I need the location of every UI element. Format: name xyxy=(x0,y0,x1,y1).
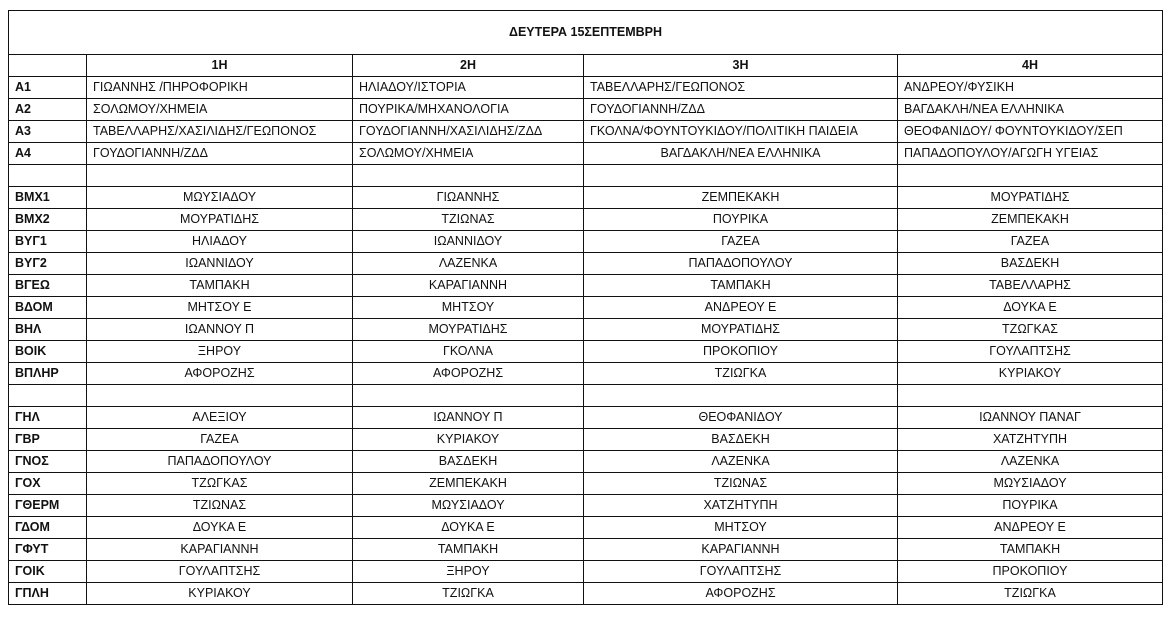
schedule-cell: ΒΑΣΔΕΚΗ xyxy=(353,451,584,473)
empty-cell xyxy=(87,385,353,407)
table-row xyxy=(9,429,1163,451)
schedule-cell: ΖΕΜΠΕΚΑΚΗ xyxy=(584,187,898,209)
table-row xyxy=(9,583,1163,605)
class-code-cell: ΓΦΥΤ xyxy=(9,539,87,561)
schedule-title: ΔΕΥΤΕΡΑ 15ΣΕΠΤΕΜΒΡΗ xyxy=(9,11,1163,55)
empty-cell xyxy=(584,165,898,187)
schedule-cell: ΜΟΥΡΑΤΙΔΗΣ xyxy=(87,209,353,231)
class-code-cell: ΓΗΛ xyxy=(9,407,87,429)
table-row xyxy=(9,473,1163,495)
schedule-cell: ΛΑΖΕΝΚΑ xyxy=(353,253,584,275)
schedule-cell: ΖΕΜΠΕΚΑΚΗ xyxy=(898,209,1163,231)
class-code-cell: ΒΗΛ xyxy=(9,319,87,341)
class-code-cell: ΒΠΛΗΡ xyxy=(9,363,87,385)
schedule-cell: ΠΟΥΡΙΚΑ/ΜΗΧΑΝΟΛΟΓΙΑ xyxy=(353,99,584,121)
schedule-cell: ΒΑΣΔΕΚΗ xyxy=(584,429,898,451)
table-row xyxy=(9,231,1163,253)
schedule-cell: ΠΑΠΑΔΟΠΟΥΛΟΥ/ΑΓΩΓΗ ΥΓΕΙΑΣ xyxy=(898,143,1163,165)
schedule-cell: ΤΑΒΕΛΛΑΡΗΣ xyxy=(898,275,1163,297)
schedule-cell: ΓΟΥΔΟΓΙΑΝΝΗ/ΧΑΣΙΛΙΔΗΣ/ΖΔΔ xyxy=(353,121,584,143)
schedule-cell: ΑΦΟΡΟΖΗΣ xyxy=(87,363,353,385)
schedule-cell: ΧΑΤΖΗΤΥΠΗ xyxy=(584,495,898,517)
table-row xyxy=(9,187,1163,209)
table-row xyxy=(9,275,1163,297)
table-row xyxy=(9,451,1163,473)
table-row xyxy=(9,539,1163,561)
schedule-cell: ΜΗΤΣΟΥ xyxy=(584,517,898,539)
table-row xyxy=(9,319,1163,341)
schedule-cell: ΤΑΒΕΛΛΑΡΗΣ/ΓΕΩΠΟΝΟΣ xyxy=(584,77,898,99)
header-cell-blank xyxy=(9,55,87,77)
table-row xyxy=(9,143,1163,165)
schedule-cell: ΔΟΥΚΑ Ε xyxy=(353,517,584,539)
schedule-cell: ΓΚΟΛΝΑ/ΦΟΥΝΤΟΥΚΙΔΟΥ/ΠΟΛΙΤΙΚΗ ΠΑΙΔΕΙΑ xyxy=(584,121,898,143)
schedule-cell: ΜΩΥΣΙΑΔΟΥ xyxy=(87,187,353,209)
schedule-cell: ΓΟΥΔΟΓΙΑΝΝΗ/ΖΔΔ xyxy=(87,143,353,165)
schedule-cell: ΗΛΙΑΔΟΥ xyxy=(87,231,353,253)
empty-cell xyxy=(898,165,1163,187)
schedule-cell: ΠΑΠΑΔΟΠΟΥΛΟΥ xyxy=(87,451,353,473)
table-row xyxy=(9,495,1163,517)
schedule-cell: ΞΗΡΟΥ xyxy=(87,341,353,363)
empty-cell xyxy=(87,165,353,187)
schedule-cell: ΑΝΔΡΕΟΥ Ε xyxy=(584,297,898,319)
schedule-cell: ΑΝΔΡΕΟΥ Ε xyxy=(898,517,1163,539)
schedule-cell: ΤΖΙΩΓΚΑ xyxy=(898,583,1163,605)
schedule-cell: ΤΖΩΓΚΑΣ xyxy=(898,319,1163,341)
schedule-cell: ΤΖΙΩΝΑΣ xyxy=(87,495,353,517)
class-code-cell: ΒΥΓ2 xyxy=(9,253,87,275)
schedule-cell: ΚΑΡΑΓΙΑΝΝΗ xyxy=(87,539,353,561)
schedule-body xyxy=(9,11,1163,605)
class-code-cell: Α1 xyxy=(9,77,87,99)
class-code-cell: ΒΥΓ1 xyxy=(9,231,87,253)
class-code-cell: ΒΟΙΚ xyxy=(9,341,87,363)
schedule-cell: ΜΟΥΡΑΤΙΔΗΣ xyxy=(898,187,1163,209)
empty-cell xyxy=(584,385,898,407)
header-cell-period-2: 2Η xyxy=(353,55,584,77)
schedule-cell: ΠΡΟΚΟΠΙΟΥ xyxy=(898,561,1163,583)
schedule-cell: ΓΙΩΑΝΝΗΣ /ΠΗΡΟΦΟΡΙΚΗ xyxy=(87,77,353,99)
class-code-cell: Α4 xyxy=(9,143,87,165)
schedule-cell: ΒΑΓΔΑΚΛΗ/ΝΕΑ ΕΛΛΗΝΙΚΑ xyxy=(584,143,898,165)
schedule-cell: ΤΖΙΩΝΑΣ xyxy=(584,473,898,495)
schedule-cell: ΖΕΜΠΕΚΑΚΗ xyxy=(353,473,584,495)
spacer-row xyxy=(9,385,1163,407)
empty-cell xyxy=(9,165,87,187)
schedule-cell: ΚΥΡΙΑΚΟΥ xyxy=(898,363,1163,385)
schedule-cell: ΑΛΕΞΙΟΥ xyxy=(87,407,353,429)
table-row xyxy=(9,341,1163,363)
header-row xyxy=(9,55,1163,77)
table-row xyxy=(9,407,1163,429)
table-row xyxy=(9,561,1163,583)
schedule-cell: ΤΑΒΕΛΛΑΡΗΣ/ΧΑΣΙΛΙΔΗΣ/ΓΕΩΠΟΝΟΣ xyxy=(87,121,353,143)
schedule-cell: ΚΥΡΙΑΚΟΥ xyxy=(87,583,353,605)
class-code-cell: ΓΝΟΣ xyxy=(9,451,87,473)
class-code-cell: ΒΓΕΩ xyxy=(9,275,87,297)
table-row xyxy=(9,77,1163,99)
table-row xyxy=(9,99,1163,121)
schedule-cell: ΜΟΥΡΑΤΙΔΗΣ xyxy=(353,319,584,341)
schedule-cell: ΙΩΑΝΝΙΔΟΥ xyxy=(87,253,353,275)
class-code-cell: ΒΔΟΜ xyxy=(9,297,87,319)
schedule-cell: ΚΥΡΙΑΚΟΥ xyxy=(353,429,584,451)
schedule-cell: ΒΑΓΔΑΚΛΗ/ΝΕΑ ΕΛΛΗΝΙΚΑ xyxy=(898,99,1163,121)
schedule-cell: ΓΟΥΔΟΓΙΑΝΝΗ/ΖΔΔ xyxy=(584,99,898,121)
table-row xyxy=(9,363,1163,385)
schedule-cell: ΘΕΟΦΑΝΙΔΟΥ xyxy=(584,407,898,429)
schedule-cell: ΓΑΖΕΑ xyxy=(584,231,898,253)
class-code-cell: ΒΜΧ2 xyxy=(9,209,87,231)
schedule-cell: ΤΖΙΩΓΚΑ xyxy=(353,583,584,605)
schedule-table xyxy=(8,10,1163,605)
header-cell-period-3: 3Η xyxy=(584,55,898,77)
class-code-cell: ΓΔΟΜ xyxy=(9,517,87,539)
schedule-cell: ΓΟΥΛΑΠΤΣΗΣ xyxy=(584,561,898,583)
schedule-cell: ΣΟΛΩΜΟΥ/ΧΗΜΕΙΑ xyxy=(87,99,353,121)
table-row xyxy=(9,209,1163,231)
schedule-cell: ΓΑΖΕΑ xyxy=(898,231,1163,253)
schedule-cell: ΠΟΥΡΙΚΑ xyxy=(898,495,1163,517)
class-code-cell: Α3 xyxy=(9,121,87,143)
class-code-cell: ΓΟΙΚ xyxy=(9,561,87,583)
schedule-cell: ΑΦΟΡΟΖΗΣ xyxy=(353,363,584,385)
schedule-cell: ΤΑΜΠΑΚΗ xyxy=(898,539,1163,561)
schedule-cell: ΜΟΥΡΑΤΙΔΗΣ xyxy=(584,319,898,341)
schedule-cell: ΘΕΟΦΑΝΙΔΟΥ/ ΦΟΥΝΤΟΥΚΙΔΟΥ/ΣΕΠ xyxy=(898,121,1163,143)
empty-cell xyxy=(353,385,584,407)
class-code-cell: ΒΜΧ1 xyxy=(9,187,87,209)
schedule-cell: ΚΑΡΑΓΙΑΝΝΗ xyxy=(353,275,584,297)
schedule-cell: ΤΑΜΠΑΚΗ xyxy=(353,539,584,561)
schedule-cell: ΑΝΔΡΕΟΥ/ΦΥΣΙΚΗ xyxy=(898,77,1163,99)
table-row xyxy=(9,297,1163,319)
class-code-cell: Α2 xyxy=(9,99,87,121)
empty-cell xyxy=(353,165,584,187)
empty-cell xyxy=(9,385,87,407)
class-code-cell: ΓΘΕΡΜ xyxy=(9,495,87,517)
schedule-cell: ΞΗΡΟΥ xyxy=(353,561,584,583)
schedule-cell: ΙΩΑΝΝΟΥ Π xyxy=(353,407,584,429)
empty-cell xyxy=(898,385,1163,407)
schedule-cell: ΔΟΥΚΑ Ε xyxy=(898,297,1163,319)
schedule-cell: ΣΟΛΩΜΟΥ/ΧΗΜΕΙΑ xyxy=(353,143,584,165)
header-cell-period-1: 1Η xyxy=(87,55,353,77)
class-code-cell: ΓΠΛΗ xyxy=(9,583,87,605)
schedule-cell: ΤΖΙΩΓΚΑ xyxy=(584,363,898,385)
schedule-cell: ΙΩΑΝΝΙΔΟΥ xyxy=(353,231,584,253)
schedule-cell: ΤΑΜΠΑΚΗ xyxy=(87,275,353,297)
class-code-cell: ΓΒΡ xyxy=(9,429,87,451)
schedule-cell: ΓΙΩΑΝΝΗΣ xyxy=(353,187,584,209)
schedule-cell: ΒΑΣΔΕΚΗ xyxy=(898,253,1163,275)
schedule-cell: ΔΟΥΚΑ Ε xyxy=(87,517,353,539)
schedule-cell: ΜΗΤΣΟΥ xyxy=(353,297,584,319)
schedule-cell: ΓΚΟΛΝΑ xyxy=(353,341,584,363)
schedule-cell: ΠΑΠΑΔΟΠΟΥΛΟΥ xyxy=(584,253,898,275)
schedule-cell: ΑΦΟΡΟΖΗΣ xyxy=(584,583,898,605)
spacer-row xyxy=(9,165,1163,187)
schedule-cell: ΗΛΙΑΔΟΥ/ΙΣΤΟΡΙΑ xyxy=(353,77,584,99)
schedule-cell: ΜΩΥΣΙΑΔΟΥ xyxy=(898,473,1163,495)
header-cell-period-4: 4Η xyxy=(898,55,1163,77)
title-row xyxy=(9,11,1163,55)
schedule-cell: ΠΡΟΚΟΠΙΟΥ xyxy=(584,341,898,363)
schedule-cell: ΤΑΜΠΑΚΗ xyxy=(584,275,898,297)
schedule-cell: ΙΩΑΝΝΟΥ Π xyxy=(87,319,353,341)
table-row xyxy=(9,517,1163,539)
table-row xyxy=(9,253,1163,275)
schedule-cell: ΛΑΖΕΝΚΑ xyxy=(584,451,898,473)
schedule-cell: ΓΟΥΛΑΠΤΣΗΣ xyxy=(87,561,353,583)
schedule-cell: ΠΟΥΡΙΚΑ xyxy=(584,209,898,231)
schedule-cell: ΤΖΩΓΚΑΣ xyxy=(87,473,353,495)
schedule-cell: ΓΟΥΛΑΠΤΣΗΣ xyxy=(898,341,1163,363)
schedule-cell: ΤΖΙΩΝΑΣ xyxy=(353,209,584,231)
schedule-cell: ΓΑΖΕΑ xyxy=(87,429,353,451)
schedule-cell: ΜΗΤΣΟΥ Ε xyxy=(87,297,353,319)
class-code-cell: ΓΟΧ xyxy=(9,473,87,495)
schedule-cell: ΙΩΑΝΝΟΥ ΠΑΝΑΓ xyxy=(898,407,1163,429)
table-row xyxy=(9,121,1163,143)
schedule-cell: ΜΩΥΣΙΑΔΟΥ xyxy=(353,495,584,517)
schedule-cell: ΚΑΡΑΓΙΑΝΝΗ xyxy=(584,539,898,561)
schedule-cell: ΛΑΖΕΝΚΑ xyxy=(898,451,1163,473)
schedule-cell: ΧΑΤΖΗΤΥΠΗ xyxy=(898,429,1163,451)
